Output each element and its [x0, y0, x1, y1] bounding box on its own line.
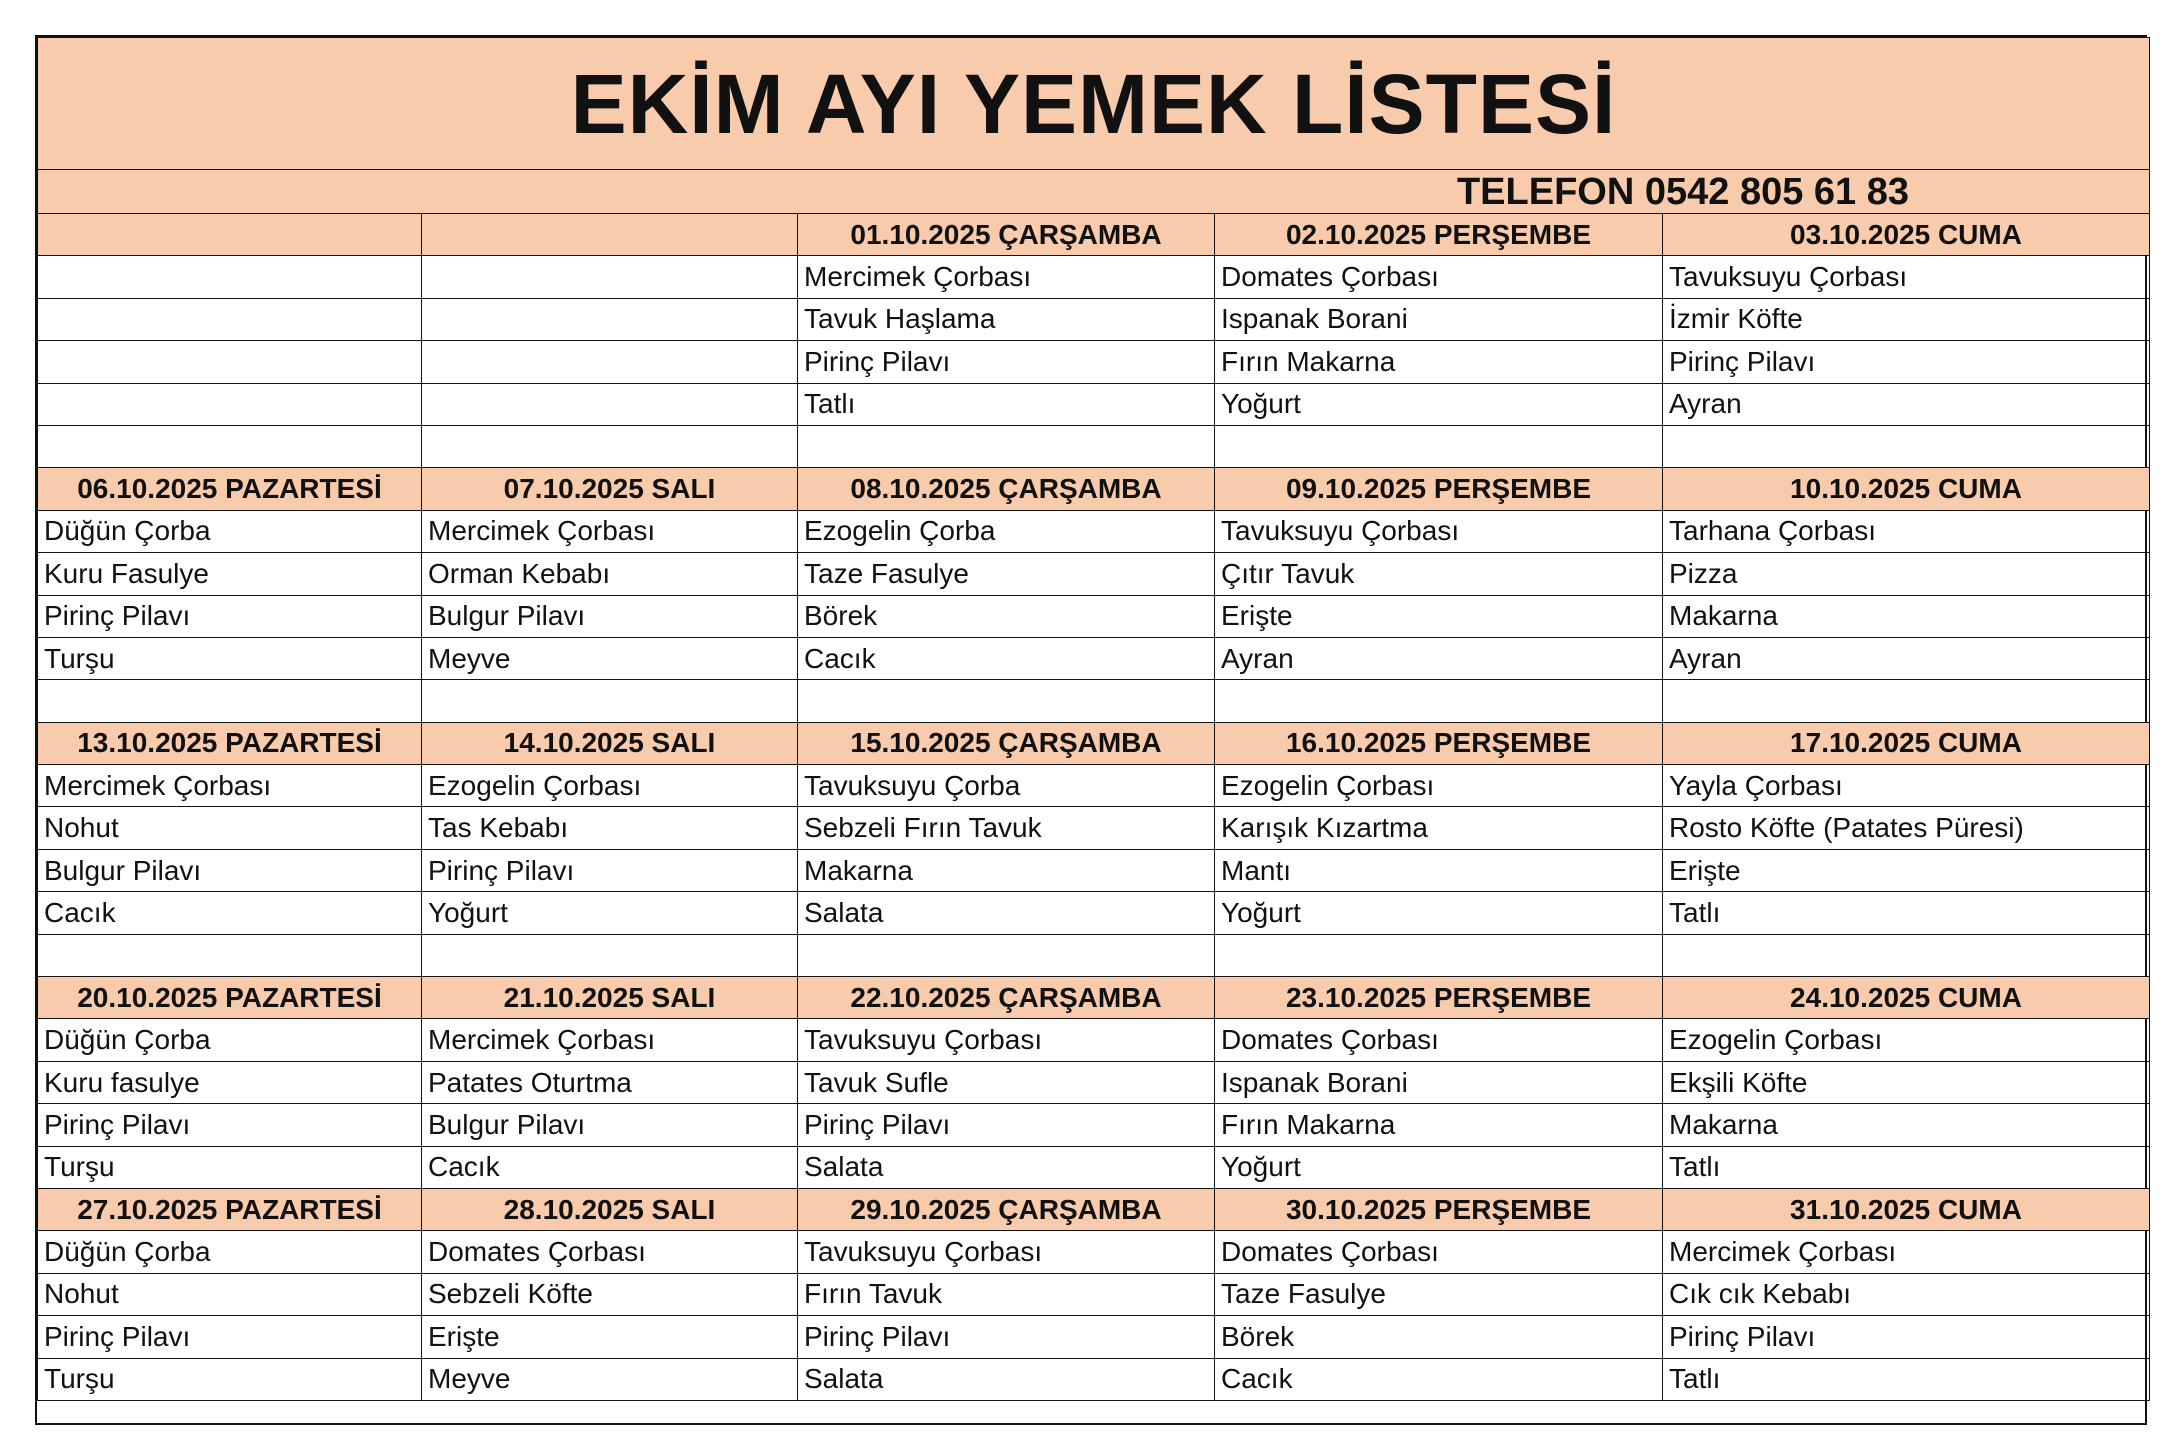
menu-item: Düğün Çorba: [38, 510, 422, 552]
title-row: [38, 38, 2150, 170]
day-header-row: [38, 468, 2150, 510]
menu-item: Salata: [798, 1358, 1215, 1400]
menu-row: [38, 765, 2150, 807]
menu-item: Düğün Çorba: [38, 1231, 422, 1273]
day-header-row: [38, 722, 2150, 764]
menu-item: Mercimek Çorbası: [38, 765, 422, 807]
menu-row: [38, 1146, 2150, 1188]
menu-item: Tavuksuyu Çorba: [798, 765, 1215, 807]
day-header: 08.10.2025 ÇARŞAMBA: [798, 468, 1215, 510]
menu-item: Sebzeli Fırın Tavuk: [798, 807, 1215, 849]
spacer-row: [38, 934, 2150, 976]
menu-row: [38, 807, 2150, 849]
phone-number: TELEFON 0542 805 61 83: [38, 170, 2150, 214]
day-header: 02.10.2025 PERŞEMBE: [1215, 214, 1663, 256]
menu-item: Bulgur Pilavı: [422, 1104, 798, 1146]
empty-cell: [1215, 934, 1663, 976]
empty-cell: [1215, 425, 1663, 467]
menu-item: Makarna: [798, 849, 1215, 891]
menu-item: Meyve: [422, 1358, 798, 1400]
menu-item: Nohut: [38, 1273, 422, 1315]
menu-item: Yoğurt: [1215, 1146, 1663, 1188]
menu-item: Fırın Makarna: [1215, 1104, 1663, 1146]
menu-item: Mercimek Çorbası: [422, 510, 798, 552]
menu-row: [38, 341, 2150, 383]
menu-item: Cacık: [422, 1146, 798, 1188]
menu-item: [422, 383, 798, 425]
menu-item: [422, 256, 798, 298]
menu-item: Cık cık Kebabı: [1663, 1273, 2150, 1315]
day-header: 16.10.2025 PERŞEMBE: [1215, 722, 1663, 764]
menu-item: Pirinç Pilavı: [798, 341, 1215, 383]
menu-item: [38, 341, 422, 383]
menu-item: Börek: [1215, 1316, 1663, 1358]
day-header: 30.10.2025 PERŞEMBE: [1215, 1188, 1663, 1230]
menu-item: Meyve: [422, 637, 798, 679]
menu-item: Pirinç Pilavı: [38, 595, 422, 637]
day-header: 24.10.2025 CUMA: [1663, 977, 2150, 1019]
menu-item: Tavuk Sufle: [798, 1061, 1215, 1103]
menu-item: Patates Oturtma: [422, 1061, 798, 1103]
menu-item: Pirinç Pilavı: [38, 1316, 422, 1358]
menu-item: Bulgur Pilavı: [38, 849, 422, 891]
menu-item: Ezogelin Çorbası: [1663, 1019, 2150, 1061]
spacer-row: [38, 425, 2150, 467]
day-header: 31.10.2025 CUMA: [1663, 1188, 2150, 1230]
spacer-row: [38, 680, 2150, 722]
menu-item: Çıtır Tavuk: [1215, 553, 1663, 595]
day-header: 09.10.2025 PERŞEMBE: [1215, 468, 1663, 510]
menu-table: [37, 37, 2150, 1401]
menu-row: [38, 595, 2150, 637]
menu-item: Pirinç Pilavı: [1663, 1316, 2150, 1358]
day-header: 13.10.2025 PAZARTESİ: [38, 722, 422, 764]
menu-item: [422, 298, 798, 340]
menu-item: Pirinç Pilavı: [422, 849, 798, 891]
menu-item: Yoğurt: [1215, 892, 1663, 934]
menu-item: Ezogelin Çorba: [798, 510, 1215, 552]
menu-row: [38, 298, 2150, 340]
day-header: 07.10.2025 SALI: [422, 468, 798, 510]
day-header: 27.10.2025 PAZARTESİ: [38, 1188, 422, 1230]
menu-item: Sebzeli Köfte: [422, 1273, 798, 1315]
menu-item: Salata: [798, 1146, 1215, 1188]
menu-item: Makarna: [1663, 595, 2150, 637]
menu-item: Ekşili Köfte: [1663, 1061, 2150, 1103]
menu-item: Cacık: [1215, 1358, 1663, 1400]
menu-item: [38, 256, 422, 298]
menu-item: Börek: [798, 595, 1215, 637]
menu-row: [38, 1358, 2150, 1400]
menu-item: Mercimek Çorbası: [422, 1019, 798, 1061]
menu-item: Tavuksuyu Çorbası: [1215, 510, 1663, 552]
menu-item: Kuru Fasulye: [38, 553, 422, 595]
menu-item: Salata: [798, 892, 1215, 934]
day-header: 17.10.2025 CUMA: [1663, 722, 2150, 764]
day-header: 20.10.2025 PAZARTESİ: [38, 977, 422, 1019]
menu-row: [38, 1316, 2150, 1358]
menu-row: [38, 1061, 2150, 1103]
menu-sheet: [35, 35, 2147, 1425]
day-header: 01.10.2025 ÇARŞAMBA: [798, 214, 1215, 256]
menu-item: Tarhana Çorbası: [1663, 510, 2150, 552]
menu-item: Tatlı: [798, 383, 1215, 425]
menu-item: Cacık: [798, 637, 1215, 679]
day-header: [422, 214, 798, 256]
day-header: 10.10.2025 CUMA: [1663, 468, 2150, 510]
menu-item: Kuru fasulye: [38, 1061, 422, 1103]
menu-item: Tavuksuyu Çorbası: [1663, 256, 2150, 298]
empty-cell: [38, 680, 422, 722]
day-header: 22.10.2025 ÇARŞAMBA: [798, 977, 1215, 1019]
menu-item: Tavuk Haşlama: [798, 298, 1215, 340]
menu-item: Orman Kebabı: [422, 553, 798, 595]
menu-item: Ezogelin Çorbası: [422, 765, 798, 807]
menu-item: Nohut: [38, 807, 422, 849]
menu-item: [38, 298, 422, 340]
menu-item: Mantı: [1215, 849, 1663, 891]
menu-row: [38, 510, 2150, 552]
day-header-row: [38, 214, 2150, 256]
menu-item: Ayran: [1663, 637, 2150, 679]
menu-item: Makarna: [1663, 1104, 2150, 1146]
menu-item: Pirinç Pilavı: [798, 1104, 1215, 1146]
menu-row: [38, 1019, 2150, 1061]
day-header: 06.10.2025 PAZARTESİ: [38, 468, 422, 510]
menu-item: Domates Çorbası: [1215, 256, 1663, 298]
menu-item: Turşu: [38, 1146, 422, 1188]
menu-row: [38, 1104, 2150, 1146]
menu-item: Domates Çorbası: [422, 1231, 798, 1273]
empty-cell: [38, 934, 422, 976]
menu-item: Erişte: [1215, 595, 1663, 637]
menu-item: Pizza: [1663, 553, 2150, 595]
menu-item: Tas Kebabı: [422, 807, 798, 849]
menu-item: Tavuksuyu Çorbası: [798, 1231, 1215, 1273]
menu-item: Tatlı: [1663, 1146, 2150, 1188]
menu-item: Pirinç Pilavı: [798, 1316, 1215, 1358]
menu-item: Tavuksuyu Çorbası: [798, 1019, 1215, 1061]
empty-cell: [422, 680, 798, 722]
menu-item: Ispanak Borani: [1215, 298, 1663, 340]
day-header: 21.10.2025 SALI: [422, 977, 798, 1019]
menu-item: Ayran: [1663, 383, 2150, 425]
menu-item: Turşu: [38, 637, 422, 679]
menu-item: Tatlı: [1663, 1358, 2150, 1400]
empty-cell: [422, 934, 798, 976]
menu-item: İzmir Köfte: [1663, 298, 2150, 340]
menu-item: Erişte: [1663, 849, 2150, 891]
day-header: 15.10.2025 ÇARŞAMBA: [798, 722, 1215, 764]
menu-item: Turşu: [38, 1358, 422, 1400]
menu-item: [422, 341, 798, 383]
empty-cell: [1215, 680, 1663, 722]
menu-item: Fırın Makarna: [1215, 341, 1663, 383]
menu-row: [38, 1231, 2150, 1273]
menu-item: Tatlı: [1663, 892, 2150, 934]
menu-item: Ispanak Borani: [1215, 1061, 1663, 1103]
menu-item: Yoğurt: [422, 892, 798, 934]
menu-item: Taze Fasulye: [798, 553, 1215, 595]
menu-item: Mercimek Çorbası: [798, 256, 1215, 298]
menu-item: Erişte: [422, 1316, 798, 1358]
menu-item: Domates Çorbası: [1215, 1019, 1663, 1061]
empty-cell: [1663, 680, 2150, 722]
day-header-row: [38, 977, 2150, 1019]
menu-item: Rosto Köfte (Patates Püresi): [1663, 807, 2150, 849]
empty-cell: [38, 425, 422, 467]
day-header: 03.10.2025 CUMA: [1663, 214, 2150, 256]
menu-item: Domates Çorbası: [1215, 1231, 1663, 1273]
day-header-row: [38, 1188, 2150, 1230]
empty-cell: [798, 425, 1215, 467]
menu-item: Pirinç Pilavı: [38, 1104, 422, 1146]
day-header: 23.10.2025 PERŞEMBE: [1215, 977, 1663, 1019]
menu-row: [38, 849, 2150, 891]
menu-row: [38, 1273, 2150, 1315]
menu-item: Yoğurt: [1215, 383, 1663, 425]
menu-row: [38, 383, 2150, 425]
menu-item: Taze Fasulye: [1215, 1273, 1663, 1315]
day-header: 14.10.2025 SALI: [422, 722, 798, 764]
day-header: 29.10.2025 ÇARŞAMBA: [798, 1188, 1215, 1230]
menu-row: [38, 256, 2150, 298]
menu-item: Düğün Çorba: [38, 1019, 422, 1061]
menu-row: [38, 553, 2150, 595]
menu-row: [38, 637, 2150, 679]
menu-row: [38, 892, 2150, 934]
empty-cell: [422, 425, 798, 467]
empty-cell: [798, 934, 1215, 976]
day-header: 28.10.2025 SALI: [422, 1188, 798, 1230]
empty-cell: [798, 680, 1215, 722]
empty-cell: [1663, 934, 2150, 976]
empty-cell: [1663, 425, 2150, 467]
menu-item: Pirinç Pilavı: [1663, 341, 2150, 383]
menu-item: Ezogelin Çorbası: [1215, 765, 1663, 807]
menu-item: Bulgur Pilavı: [422, 595, 798, 637]
menu-item: [38, 383, 422, 425]
menu-item: Fırın Tavuk: [798, 1273, 1215, 1315]
menu-item: Yayla Çorbası: [1663, 765, 2150, 807]
menu-item: Ayran: [1215, 637, 1663, 679]
menu-item: Mercimek Çorbası: [1663, 1231, 2150, 1273]
day-header: [38, 214, 422, 256]
page-title: EKİM AYI YEMEK LİSTESİ: [38, 38, 2150, 170]
phone-row: [38, 170, 2150, 214]
menu-item: Cacık: [38, 892, 422, 934]
menu-item: Karışık Kızartma: [1215, 807, 1663, 849]
